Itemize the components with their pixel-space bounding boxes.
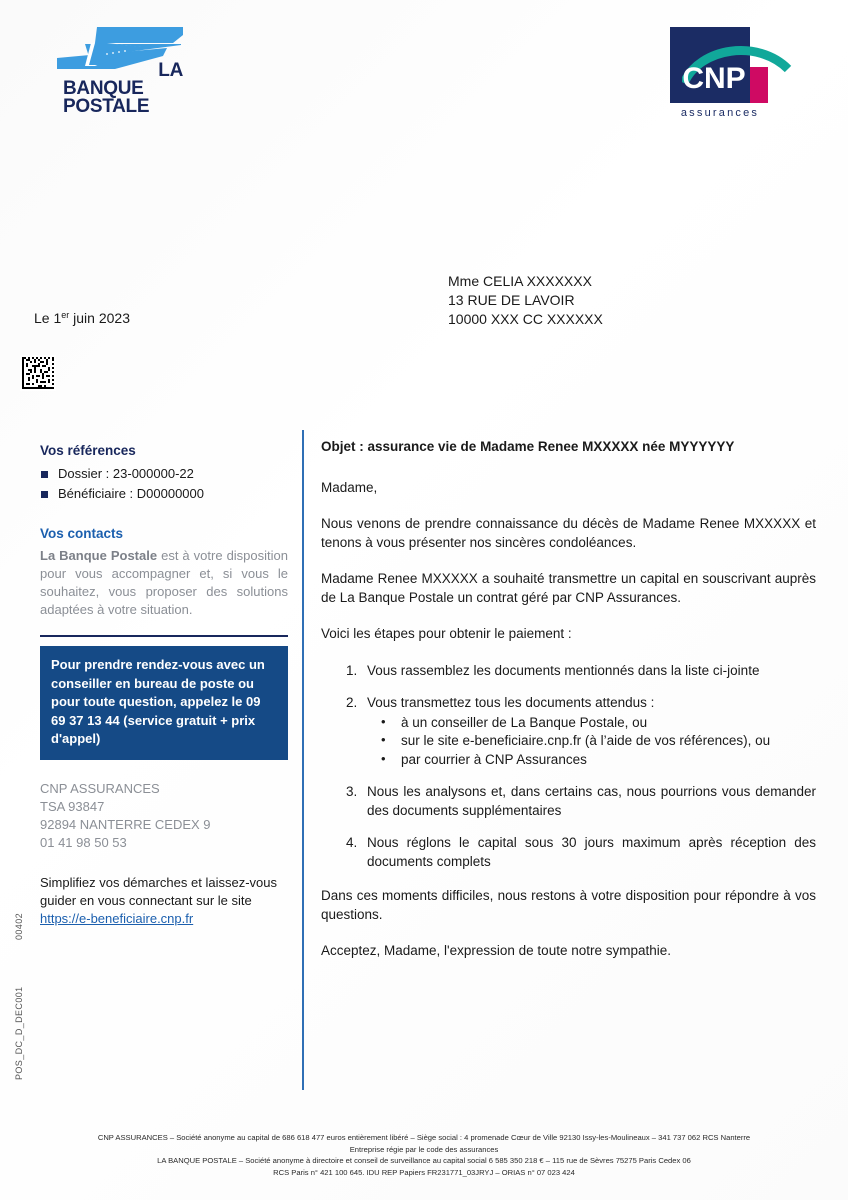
- cnp-phone: 01 41 98 50 53: [40, 834, 127, 850]
- cnp-address-line-3: 92894 NANTERRE CEDEX 9: [40, 816, 211, 832]
- footer-line-3: LA BANQUE POSTALE – Société anonyme à directoire et conseil de surveillance au capital social 6 585 350 218 € – 115 rue de Sèvres 75275 Paris Cedex 06: [157, 1156, 691, 1166]
- lbp-word-banque: BANQUE: [63, 78, 144, 99]
- date-ordinal-suffix: er: [61, 310, 70, 320]
- list-item: Dossier : 23-000000-22: [40, 464, 288, 484]
- contacts-bold-brand: La Banque Postale: [40, 548, 158, 563]
- letter-body: [321, 438, 816, 979]
- references-list: [40, 464, 288, 504]
- list-item: 3. Nous les analysons et, dans certains cas, nous pourrions vous demander des documents supplémentaires: [361, 783, 816, 820]
- list-item: 1. Vous rassemblez les documents mentionnés dans la liste ci-jointe: [361, 662, 816, 681]
- addressee-block: [448, 272, 603, 329]
- cnp-wordmark: CNP: [682, 62, 746, 95]
- datamatrix-code-icon: [20, 355, 56, 391]
- list-item: • par courrier à CNP Assurances: [379, 751, 816, 770]
- date-prefix: Le 1: [34, 310, 62, 326]
- list-item: [361, 694, 816, 769]
- addressee-line-3: 10000 XXX CC XXXXXX: [448, 311, 603, 327]
- contacts-heading: Vos contacts: [40, 526, 124, 541]
- steps-intro: Voici les étapes pour obtenir le paiement :: [321, 626, 572, 641]
- addressee-line-2: 13 RUE DE LAVOIR: [448, 292, 575, 308]
- closing-paragraph-1: Dans ces moments difficiles, nous restons à votre disposition pour répondre à vos questions.: [321, 888, 816, 922]
- e-beneficiaire-link[interactable]: https://e-beneficiaire.cnp.fr: [40, 910, 194, 926]
- list-item: • sur le site e-beneficiaire.cnp.fr (à l’aide de vos références), ou: [379, 732, 816, 751]
- step2-sublist: [367, 714, 816, 770]
- lbp-wordmark: [63, 62, 185, 116]
- references-heading: Vos références: [40, 443, 136, 458]
- cnp-address-block: [40, 780, 288, 852]
- closing-paragraph-2: Acceptez, Madame, l'expression de toute notre sympathie.: [321, 943, 672, 958]
- addressee-line-1: Mme CELIA XXXXXXX: [448, 273, 592, 289]
- vertical-code-top: 00402: [14, 912, 24, 940]
- list-item: • à un conseiller de La Banque Postale, ou: [379, 714, 816, 733]
- simplify-block: [40, 874, 288, 928]
- body-paragraph-1: Nous venons de prendre connaissance du décès de Madame Renee MXXXXX et tenons à vous présenter nos sincères condoléances.: [321, 516, 816, 550]
- footer-line-2: Entreprise régie par le code des assurances: [349, 1144, 499, 1154]
- footer-line-1: CNP ASSURANCES – Société anonyme au capital de 686 618 477 euros entièrement libéré – Siège social : 4 promenade Cœur de Ville 92130 Issy-les-Moulineaux – 341 737 062 RCS Nanterre: [97, 1133, 751, 1142]
- simplify-text: Simplifiez vos démarches et laissez-vous guider en vous connectant sur le site: [40, 874, 277, 908]
- la-banque-postale-logo: [55, 26, 185, 117]
- contacts-text: est à votre disposition pour vous accompagner et, si vous le souhaitez, vous proposer des solutions adaptées à votre situation.: [40, 548, 288, 617]
- cnp-assurances-logo: [670, 27, 790, 127]
- steps-list: [321, 662, 816, 872]
- appointment-callout: Pour prendre rendez-vous avec un conseiller en bureau de poste ou pour toute question, appelez le 09 69 37 13 44 (service gratuit + prix d'appel): [40, 646, 288, 760]
- date-suffix: juin 2023: [69, 310, 130, 326]
- lbp-word-postale: POSTALE: [63, 96, 150, 117]
- list-item: 4. Nous réglons le capital sous 30 jours maximum après réception des documents complets: [361, 834, 816, 871]
- list-item: Bénéficiaire : D00000000: [40, 484, 288, 504]
- legal-footer: [0, 1132, 848, 1178]
- cnp-address-line-1: CNP ASSURANCES: [40, 780, 160, 796]
- step2-text: Vous transmettez tous les documents attendus :: [367, 695, 655, 710]
- contacts-paragraph: [40, 547, 288, 619]
- sidebar: [40, 443, 288, 928]
- letter-date: [34, 310, 130, 326]
- vertical-divider: [302, 430, 304, 1090]
- cnp-address-line-2: TSA 93847: [40, 798, 105, 814]
- lbp-word-la: LA: [158, 60, 183, 81]
- subject-line: Objet : assurance vie de Madame Renee MXXXXX née MYYYYYY: [321, 439, 735, 454]
- salutation: Madame,: [321, 479, 378, 495]
- footer-line-4: RCS Paris n° 421 100 645. IDU REP Papiers FR231771_03JRYJ – ORIAS n° 07 023 424: [273, 1167, 575, 1177]
- vertical-code-bottom: POS_DC_D_DEC001: [14, 986, 24, 1080]
- body-paragraph-2: Madame Renee MXXXXX a souhaité transmettre un capital en souscrivant auprès de La Banque Postale un contrat géré par CNP Assurances.: [321, 571, 816, 605]
- sidebar-rule: [40, 635, 288, 637]
- cnp-subtitle: assurances: [680, 107, 760, 119]
